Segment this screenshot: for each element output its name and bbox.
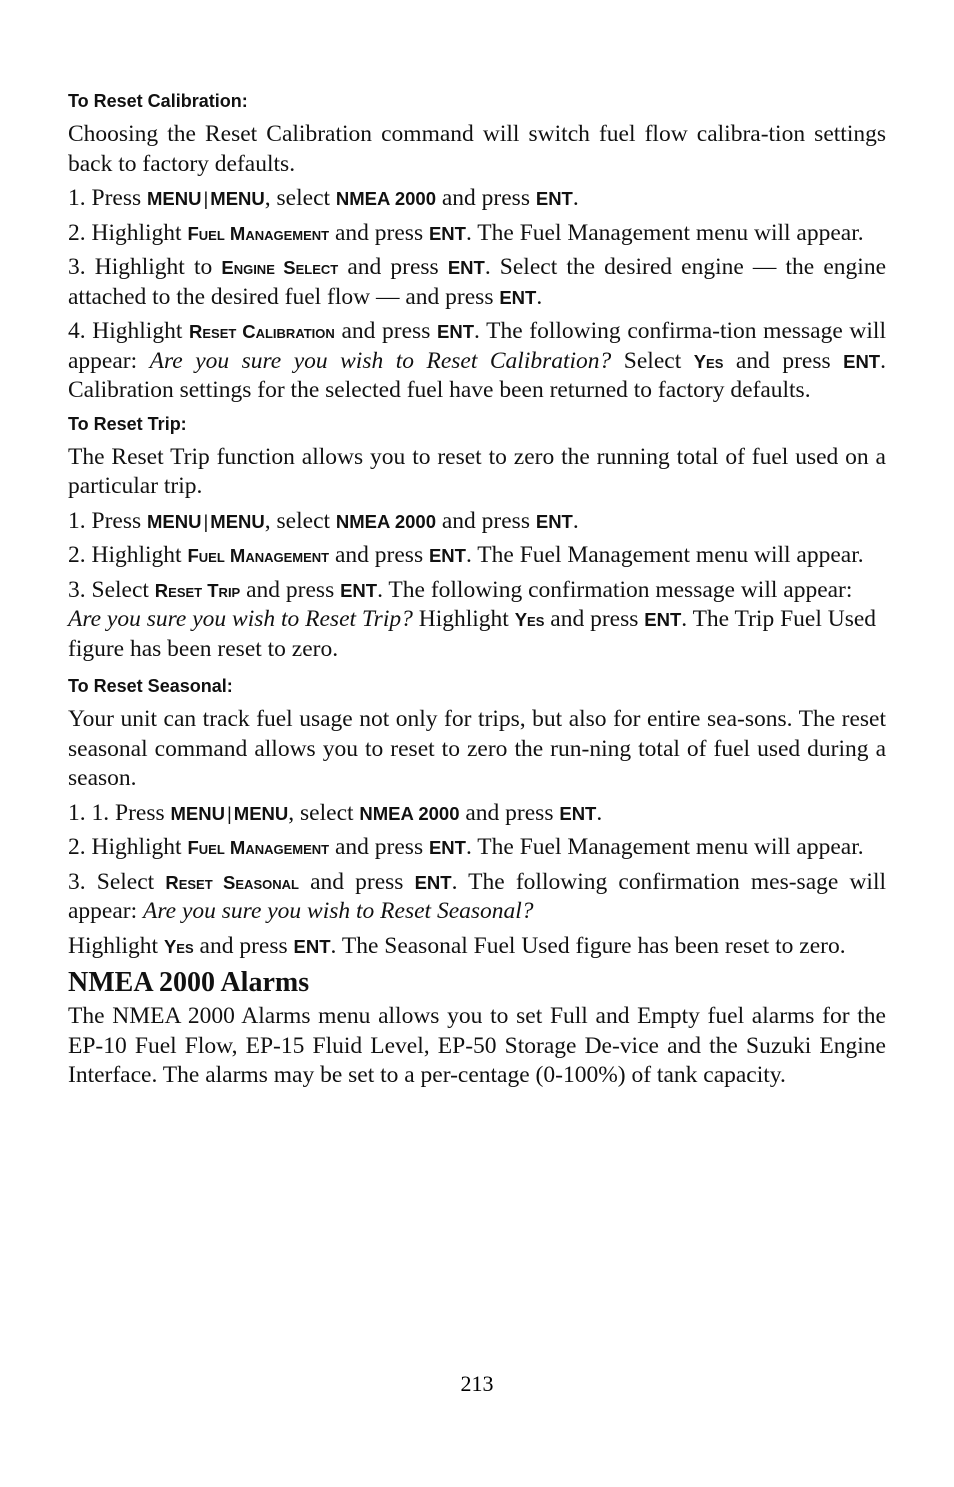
- menu-nmea-2000: NMEA 2000: [359, 802, 460, 824]
- key-ent: ENT: [340, 579, 378, 601]
- confirmation-message: Are you sure you wish to Reset Calibration?: [149, 347, 612, 374]
- key-menu: MENU: [233, 802, 289, 824]
- key-ent: ENT: [437, 321, 474, 342]
- manual-page: [68, 88, 886, 1096]
- key-ent: ENT: [428, 837, 466, 858]
- heading-reset-seasonal: To Reset Seasonal:: [68, 676, 233, 696]
- key-menu: MENU: [210, 510, 265, 532]
- menu-nmea-2000: NMEA 2000: [335, 188, 436, 209]
- step-trip-3: 3. Select Reset Trip and press ENT. The following confirmation message will appear: Are you sure you wish to Reset Trip? Highlight Yes and press ENT. The Trip Fuel Used figure has been reset to zero.: [68, 576, 877, 662]
- key-ent: ENT: [414, 871, 452, 893]
- option-yes: Yes: [693, 350, 724, 372]
- confirmation-message: Are you sure you wish to Reset Trip?: [68, 606, 413, 632]
- step-calibration-2: 2. Highlight Fuel Management and press ENT. The Fuel Management menu will appear.: [68, 219, 864, 246]
- key-ent: ENT: [447, 257, 485, 278]
- menu-reset-trip: Reset Trip: [154, 579, 241, 601]
- key-ent: ENT: [535, 188, 573, 209]
- key-ent: ENT: [428, 545, 466, 566]
- step-calibration-1: 1. Press MENU | MENU, select NMEA 2000 and press ENT.: [68, 185, 579, 211]
- paragraph-trip-intro: The Reset Trip function allows you to reset to zero the running total of fuel used on a particular trip.: [68, 443, 886, 499]
- menu-engine-select: Engine Select: [221, 257, 339, 278]
- heading-reset-trip: To Reset Trip:: [68, 413, 187, 434]
- menu-fuel-management: Fuel Management: [187, 545, 330, 566]
- menu-reset-seasonal: Reset Seasonal: [165, 871, 299, 893]
- step-calibration-3: 3. Highlight to Engine Select and press ENT. Select the desired engine — the engine attached to the desired fuel flow — and press ENT.: [68, 254, 887, 310]
- key-ent: ENT: [644, 609, 682, 630]
- option-yes: Yes: [514, 609, 545, 630]
- step-trip-2: 2. Highlight Fuel Management and press ENT. The Fuel Management menu will appear.: [68, 542, 864, 568]
- paragraph-calibration-intro: Choosing the Reset Calibration command will switch fuel flow calibra-tion settings back to factory defaults.: [68, 121, 886, 177]
- menu-reset-calibration: Reset Calibration: [189, 321, 335, 342]
- step-seasonal-4: Highlight Yes and press ENT. The Seasonal Fuel Used figure has been reset to zero.: [68, 932, 846, 959]
- key-ent: ENT: [293, 935, 331, 957]
- key-ent: ENT: [428, 222, 466, 244]
- key-ent: ENT: [499, 286, 537, 308]
- menu-fuel-management: Fuel Management: [187, 837, 330, 858]
- key-ent: ENT: [559, 802, 597, 824]
- paragraph-seasonal-intro: Your unit can track fuel usage not only for trips, but also for entire sea-sons. The reset seasonal command allows you to reset to zero the run-ning total of fuel used during a season.: [68, 706, 886, 791]
- step-seasonal-3: 3. Select Reset Seasonal and press ENT. The following confirmation mes-sage will appear: Are you sure you wish to Reset Seasonal?: [68, 868, 887, 924]
- key-menu: MENU: [147, 188, 202, 209]
- step-seasonal-2: 2. Highlight Fuel Management and press ENT. The Fuel Management menu will appear.: [68, 834, 864, 860]
- heading-reset-calibration: To Reset Calibration:: [68, 91, 248, 111]
- step-trip-1: 1. Press MENU | MENU, select NMEA 2000 and press ENT.: [68, 507, 579, 534]
- heading-nmea-2000-alarms: NMEA 2000 Alarms: [68, 967, 310, 998]
- menu-nmea-2000: NMEA 2000: [335, 510, 436, 532]
- key-ent: ENT: [535, 510, 573, 532]
- step-seasonal-1: 1. 1. Press MENU | MENU, select NMEA 2000 and press ENT.: [68, 799, 603, 826]
- paragraph-alarms: The NMEA 2000 Alarms menu allows you to set Full and Empty fuel alarms for the EP-10 Fuel Flow, EP-15 Fluid Level, EP-50 Storage De-vice and the Suzuki Engine Interface. The alarms may be set to a per-centage (0-100%) of tank capacity.: [68, 1003, 886, 1088]
- option-yes: Yes: [163, 935, 194, 957]
- menu-fuel-management: Fuel Management: [187, 222, 330, 244]
- step-calibration-4: 4. Highlight Reset Calibration and press ENT. The following confirma-tion message will appear: Are you sure you wish to Reset Calibration? Select Yes and press ENT. Calibration settings for the selected fuel have been returned to factory defaults.: [68, 318, 886, 403]
- page-number: 213: [460, 1371, 494, 1396]
- key-menu: MENU: [147, 510, 202, 532]
- key-ent: ENT: [843, 350, 881, 372]
- confirmation-message: Are you sure you wish to Reset Seasonal?: [143, 898, 534, 924]
- key-menu: MENU: [170, 802, 225, 824]
- key-menu: MENU: [210, 188, 265, 209]
